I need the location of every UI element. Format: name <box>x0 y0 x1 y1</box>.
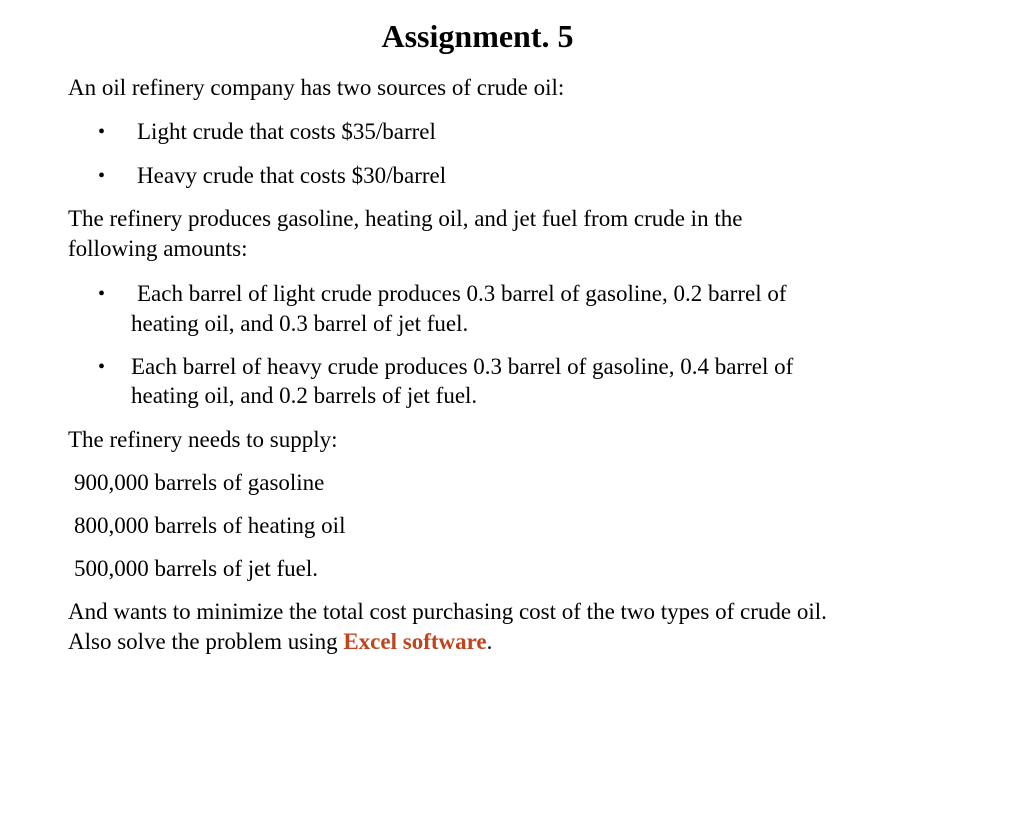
yield-light-line-2: heating oil, and 0.3 barrel of jet fuel. <box>131 311 469 336</box>
production-intro-line-2: following amounts: <box>68 236 248 261</box>
source-light-crude: Light crude that costs $35/barrel <box>137 119 436 144</box>
intro-text: An oil refinery company has two sources of crude oil: <box>68 75 565 100</box>
supply-intro: The refinery needs to supply: <box>68 427 338 452</box>
excel-software-highlight: Excel software <box>343 629 487 654</box>
source-heavy-crude: Heavy crude that costs $30/barrel <box>137 163 447 188</box>
supply-gasoline: 900,000 barrels of gasoline <box>74 470 325 495</box>
yield-light-line-1: Each barrel of light crude produces 0.3 barrel of gasoline, 0.2 barrel of <box>137 281 787 306</box>
page-title: Assignment. 5 <box>381 18 574 54</box>
bullet-dot-icon: • <box>98 283 106 305</box>
bullet-dot-icon: • <box>98 165 106 187</box>
closing-prefix: Also solve the problem using <box>68 629 344 654</box>
closing-line-2 <box>68 627 492 657</box>
production-intro-line-1: The refinery produces gasoline, heating oil, and jet fuel from crude in the <box>68 206 743 231</box>
yield-heavy-line-1: Each barrel of heavy crude produces 0.3 barrel of gasoline, 0.4 barrel of <box>131 354 794 379</box>
closing-line-1: And wants to minimize the total cost purchasing cost of the two types of crude oil. <box>68 599 827 624</box>
yield-heavy-line-2: heating oil, and 0.2 barrels of jet fuel. <box>131 383 478 408</box>
closing-suffix: . <box>486 629 493 654</box>
bullet-dot-icon: • <box>98 356 106 378</box>
supply-heating-oil: 800,000 barrels of heating oil <box>74 513 346 538</box>
bullet-dot-icon: • <box>98 121 106 143</box>
supply-jet-fuel: 500,000 barrels of jet fuel. <box>74 556 318 581</box>
